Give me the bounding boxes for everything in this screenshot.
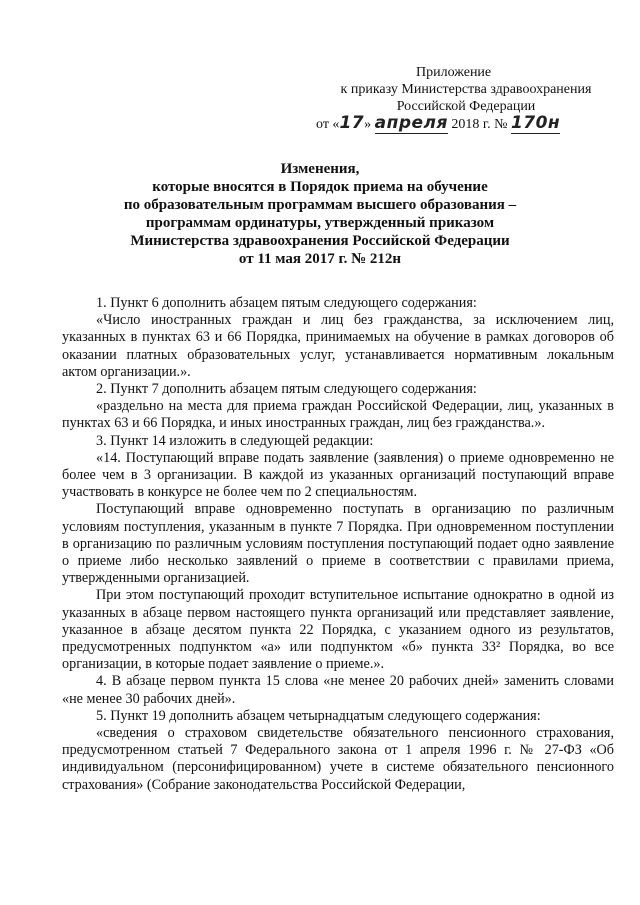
paragraph: «14. Поступающий вправе подать заявление (заявления) о приеме одновременно не более чем в 3 организации. В каждой из указанных организаций поступающий вправе участвовать в конкурсе не более чем по 2 специальностям. (62, 449, 614, 501)
title-line: по образовательным программам высшего образования – (123, 197, 517, 213)
date-mid: » (364, 117, 372, 132)
paragraph: 4. В абзаце первом пункта 15 слова «не менее 20 рабочих дней» заменить словами «не менее 30 рабочих дней». (62, 673, 614, 707)
title-line: Изменения, (280, 161, 360, 177)
date-year: 2018 г. № (451, 117, 508, 132)
title-line: от 11 мая 2017 г. № 212н (238, 251, 402, 267)
appendix-order-ref: к приказу Министерства здравоохранения (340, 82, 592, 97)
date-month-handwritten: апреля (374, 113, 448, 133)
appendix-title: Приложение (416, 65, 492, 80)
document-body (62, 295, 614, 794)
order-number-handwritten: 170н (510, 113, 561, 133)
paragraph: 5. Пункт 19 дополнить абзацем четырнадцатым следующего содержания: (96, 707, 541, 724)
paragraph: 2. Пункт 7 дополнить абзацем пятым следующего содержания: (96, 381, 477, 398)
title-line: Министерства здравоохранения Российской Федерации (130, 233, 510, 249)
paragraph: Поступающий вправе одновременно поступать в организацию по различным условиям поступления, указанным в пункте 7 Порядка. При одновременном поступлении в организацию по различным условиям поступления поступающий подает одно заявление о приеме либо несколько заявлений о приеме в соответствии с правилами приема, утвержденными организацией. (62, 501, 614, 587)
date-day-handwritten: 17 (339, 113, 365, 133)
appendix-country: Российской Федерации (396, 99, 536, 114)
paragraph: При этом поступающий проходит вступительное испытание однократно в одной из указанных в абзаце первом настоящего пункта организаций или представляет заявление, указанное в абзаце десятом пункта 22 Порядка, с указанием одного из результатов, предусмотренных подпунктом «а» или подпунктом «б» пункта 33² Порядка, во все организации, в которые подает заявление о приеме.». (62, 587, 614, 673)
document-title (80, 160, 560, 268)
paragraph: 1. Пункт 6 дополнить абзацем пятым следующего содержания: (96, 295, 477, 311)
appendix-date-line (316, 115, 616, 135)
title-line: которые вносятся в Порядок приема на обучение (152, 179, 488, 195)
paragraph: «сведения о страховом свидетельстве обязательного пенсионного страхования, предусмотренном статьей 7 Федерального закона от 1 апреля 1996 г. № 27-ФЗ «Об индивидуальном (персонифицированном) учете в системе обязательного пенсионного страхования» (Собрание законодательства Российской Федерации, (62, 725, 614, 793)
paragraph: «раздельно на места для приема граждан Российской Федерации, лиц, указанных в пунктах 63 и 66 Порядка, и иных иностранных граждан, лиц без гражданства.». (62, 398, 614, 432)
date-prefix: от « (316, 117, 340, 132)
paragraph: 3. Пункт 14 изложить в следующей редакции: (96, 432, 374, 449)
appendix-header (316, 64, 616, 135)
paragraph: «Число иностранных граждан и лиц без гражданства, за исключением лиц, указанных в пунктах 63 и 66 Порядка, принимаемых на обучение в рамках договоров об оказании платных образовательных услуг, устанавливается нормативным локальным актом организации.». (62, 312, 614, 380)
title-line: программам ординатуры, утвержденный приказом (145, 215, 495, 231)
